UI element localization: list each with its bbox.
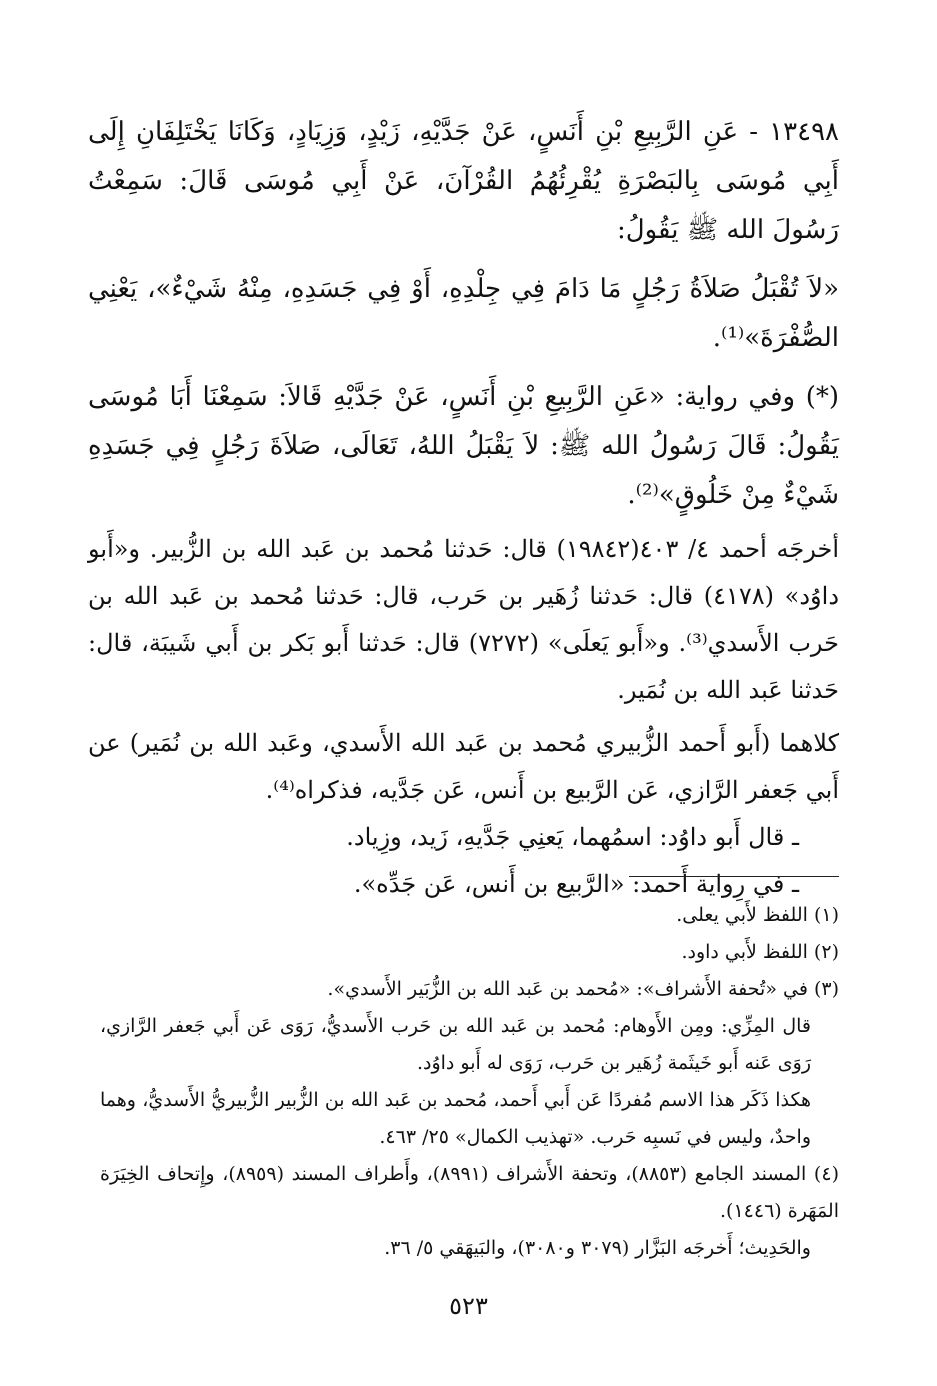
note-abu-dawud: ـ قال أَبو داوُد: اسمُهما، يَعنِي جَدَّيهِ، زَيد، وزِياد.	[346, 823, 799, 851]
footnote-divider	[629, 876, 839, 877]
footnote-4: (٤) المسند الجامع (٨٨٥٣)، وتحفة الأَشراف (٨٩٩١)، وأَطراف المسند (٨٩٥٩)، وإِتحاف الخِيَرَة المَهَرة (١٤٤٦).	[100, 1163, 839, 1222]
footnote-3-mizzi: قال المِزِّي: ومِن الأَوهام: مُحمد بن عَبد الله بن حَرب الأَسديُّ، رَوَى عَن أَبي جَعفر الرَّازي، رَوَى عَنه أَبو خَيثَمة زُهَير بن حَرب، رَوَى له أَبو داوُد.	[100, 1015, 811, 1074]
note-ahmad: ـ في رِواية أَحمد: «الرَّبيع بن أَنس، عَن جَدِّه».	[353, 870, 799, 898]
main-text	[88, 108, 839, 908]
hadith-isnad: ١٣٤٩٨ - عَنِ الرَّبِيعِ بْنِ أَنَسٍ، عَنْ جَدَّيْهِ، زَيْدٍ، وَزِيَادٍ، وَكَانَا يَخْتَلِفَانِ إِلَى أَبِي مُوسَى بِالبَصْرَةِ يُقْرِئُهُمُ القُرْآنَ، عَنْ أَبِي مُوسَى قَالَ: سَمِعْتُ رَسُولَ الله ﷺ يَقُولُ:	[88, 117, 839, 245]
footnotes	[100, 897, 839, 1267]
takhrij-paragraph-2: كلاهما (أَبو أَحمد الزُّبيري مُحمد بن عَبد الله الأَسدي، وعَبد الله بن نُمَير) عن أَبي جَعفر الرَّازي، عَن الرَّبيع بن أَنس، عَن جَدَّيه، فذكراه⁽⁴⁾.	[88, 729, 839, 804]
takhrij-paragraph-1: أخرجَه أحمد ٤/ ٤٠٣(١٩٨٤٢) قال: حَدثنا مُحمد بن عَبد الله بن الزُّبير. و«أَبو داوُد» (٤١٧٨) قال: حَدثنا زُهَير بن حَرب، قال: حَدثنا مُحمد بن عَبد الله بن حَرب الأَسدي⁽³⁾. و«أَبو يَعلَى» (٧٢٧٢) قال: حَدثنا أَبو بَكر بن أَبي شَيبَة، قال: حَدثنا عَبد الله بن نُمَير.	[88, 535, 840, 704]
footnote-3: (٣) في «تُحفة الأَشراف»: «مُحمد بن عَبد الله بن الزُّبَير الأَسدي».	[327, 978, 839, 1000]
footnote-2: (٢) اللفظ لأَبي داود.	[681, 941, 839, 963]
page-number: ٥٢٣	[449, 1292, 488, 1320]
hadith-matn: «لاَ تُقْبَلُ صَلاَةُ رَجُلٍ مَا دَامَ فِي جِلْدِهِ، أَوْ فِي جَسَدِهِ، مِنْهُ شَيْءٌ»، يَعْنِي الصُّفْرَةَ»⁽¹⁾.	[88, 274, 839, 353]
hadith-riwaya: (*) وفي رواية: «عَنِ الرَّبِيعِ بْنِ أَنَسٍ، عَنْ جَدَّيْهِ قَالاَ: سَمِعْنَا أَبَا مُوسَى يَقُولُ: قَالَ رَسُولُ الله ﷺ: لاَ يَقْبَلُ اللهُ، تَعَالَى، صَلاَةَ رَجُلٍ فِي جَسَدِهِ شَيْءٌ مِنْ خَلُوقٍ»⁽²⁾.	[88, 382, 839, 510]
footnote-4-hadith: والحَدِيث؛ أَخرجَه البَزَّار (٣٠٧٩ و٣٠٨٠)، والبَيهَقي ٥/ ٣٦.	[384, 1237, 811, 1259]
footnote-3-note: هكذا ذَكَر هذا الاسم مُفردًا عَن أَبي أَحمد، مُحمد بن عَبد الله بن الزُّبير الزُّبيريُّ الأَسديُّ، وهما واحدٌ، وليس في نَسبِه حَرب. «تهذيب الكمال» ٢٥/ ٤٦٣.	[100, 1089, 811, 1148]
footnote-1: (١) اللفظ لأَبي يعلى.	[676, 904, 839, 926]
